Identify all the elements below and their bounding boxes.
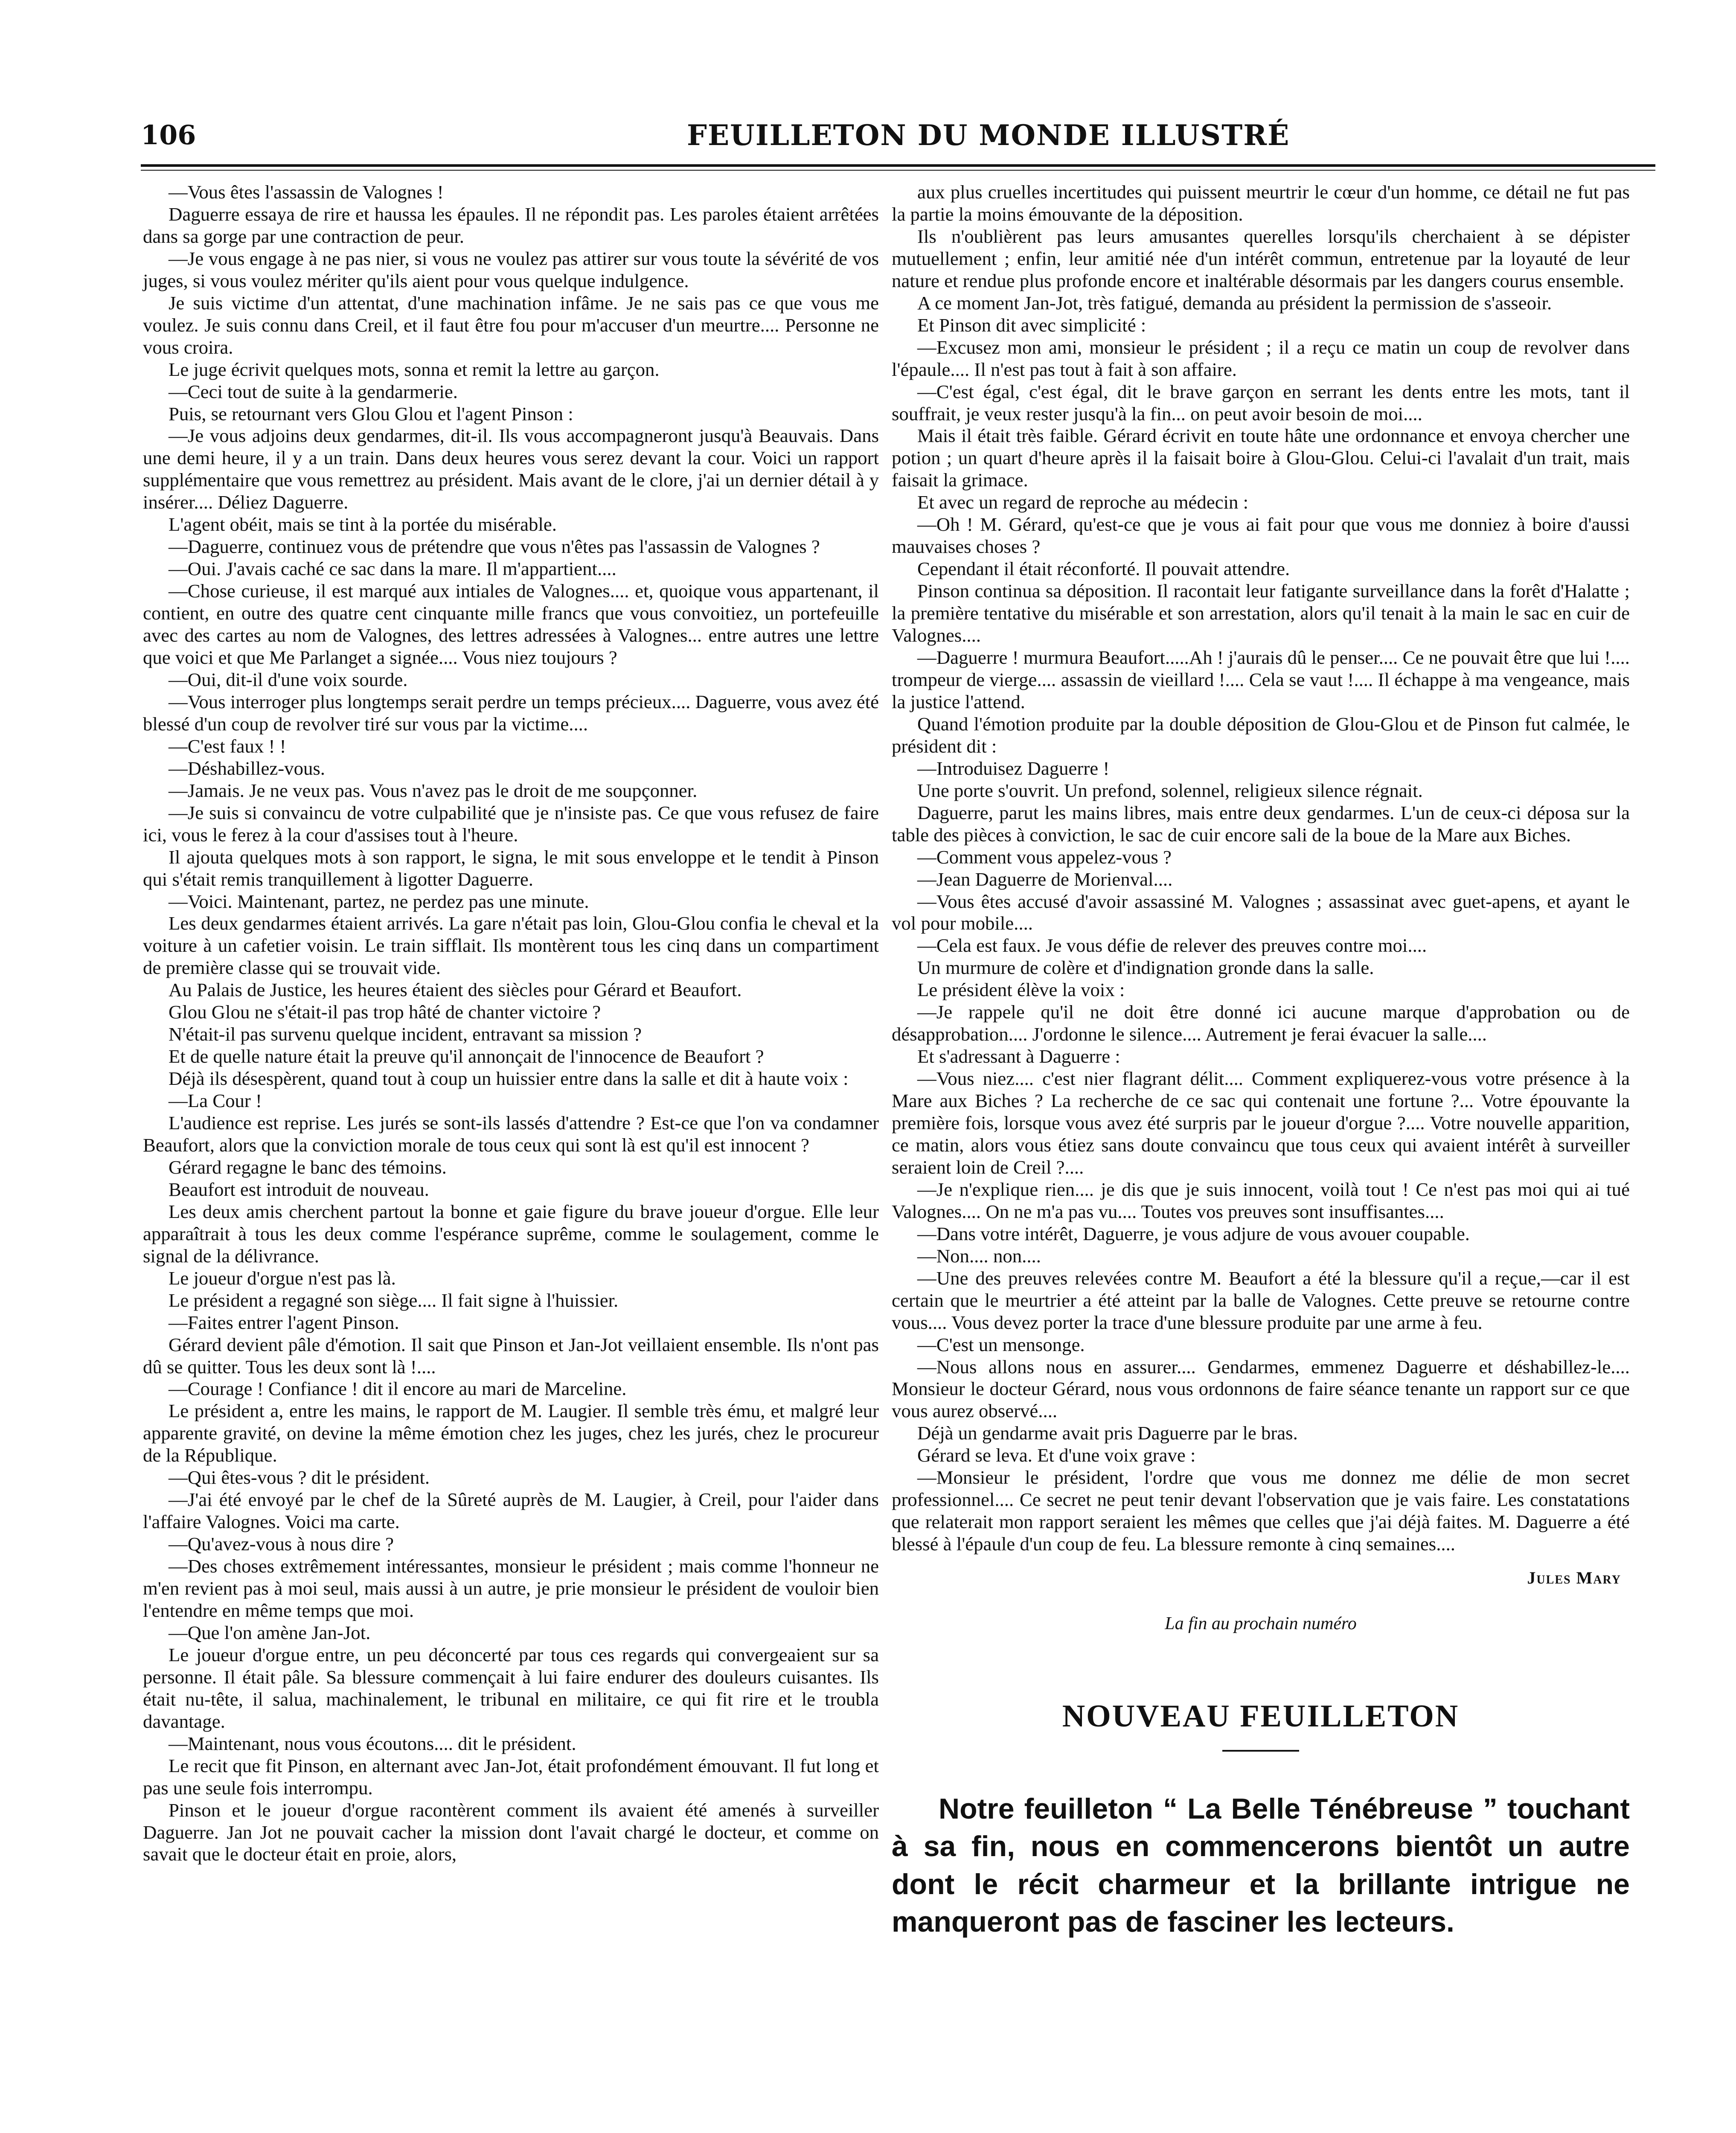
paragraph: —Courage ! Confiance ! dit il encore au mari de Marceline. [169, 1378, 627, 1400]
paragraph: —C'est égal, c'est égal, dit le brave garçon en serrant les dents entre les mots, tant il souffrait, je veux rester jusqu'à la fin... on peut avoir besoin de moi.... [892, 381, 1630, 424]
paragraph: Le juge écrivit quelques mots, sonna et remit la lettre au garçon. [169, 358, 660, 380]
paragraph: Glou Glou ne s'était-il pas trop hâté de chanter victoire ? [169, 1001, 601, 1023]
paragraph: —Faites entrer l'agent Pinson. [169, 1311, 399, 1333]
header-rule-thin [141, 170, 1655, 171]
paragraph: —Vous êtes l'assassin de Valognes ! [169, 181, 444, 203]
paragraph: —Que l'on amène Jan-Jot. [169, 1622, 371, 1643]
paragraph: —Jamais. Je ne veux pas. Vous n'avez pas le droit de me soupçonner. [169, 779, 698, 801]
paragraph: —Déshabillez-vous. [169, 757, 325, 779]
paragraph: Et Pinson dit avec simplicité : [917, 314, 1146, 336]
paragraph: —Dans votre intérêt, Daguerre, je vous adjure de vous avouer coupable. [917, 1223, 1470, 1244]
paragraph: Et s'adressant à Daguerre : [917, 1046, 1120, 1067]
paragraph: —Une des preuves relevées contre M. Beaufort a été la blessure qu'il a reçue,—car il est certain que le meurtrier a été atteint par la balle de Valognes. Cette preuve se retourne contre vous.... Vous devez porter la trace d'une blessure produite par une arme à feu. [892, 1267, 1630, 1333]
paragraph: —Je rappele qu'il ne doit être donné ici aucune marque d'approbation ou de désapprobation.... J'ordonne le silence.... Autrement je ferai évacuer la salle.... [892, 1001, 1630, 1045]
paragraph: —Cela est faux. Je vous défie de relever des preuves contre moi.... [917, 935, 1427, 956]
page-number: 106 [141, 119, 196, 151]
paragraph: Déjà un gendarme avait pris Daguerre par le bras. [917, 1422, 1298, 1444]
continued-note: La fin au prochain numéro [1165, 1614, 1357, 1634]
paragraph: —Maintenant, nous vous écoutons.... dit le président. [169, 1732, 576, 1754]
paragraph: —La Cour ! [169, 1090, 262, 1112]
paragraph: Un murmure de colère et d'indignation gronde dans la salle. [917, 957, 1374, 979]
paragraph: —C'est faux ! ! [169, 735, 286, 757]
paragraph: —Oui. J'avais caché ce sac dans la mare. Il m'appartient.... [169, 558, 616, 580]
paragraph: —Oh ! M. Gérard, qu'est-ce que je vous ai fait pour que vous me donniez à boire d'aussi mauvaises choses ? [892, 514, 1630, 558]
paragraph: Cependant il était réconforté. Il pouvait attendre. [917, 558, 1290, 580]
paragraph: Le recit que fit Pinson, en alternant avec Jan-Jot, était profondément émouvant. Il fut long et pas une seule fois interrompu. [143, 1755, 879, 1799]
paragraph: Au Palais de Justice, les heures étaient des siècles pour Gérard et Beaufort. [169, 979, 742, 1001]
paragraph: —Voici. Maintenant, partez, ne perdez pas une minute. [169, 890, 589, 912]
paragraph: —Nous allons nous en assurer.... Gendarmes, emmenez Daguerre et déshabillez-le.... Monsieur le docteur Gérard, nous vous ordonnons de faire séance tenante un rapport sur ce que vous aurez observé.... [892, 1356, 1630, 1422]
new-serial-announcement: Notre feuilleton “ La Belle Ténébreuse ” touchant à sa fin, nous en commencerons bientôt un autre dont le récit charmeur et la brillante intrigue ne manqueront pas de fasciner les lecteurs. [892, 1793, 1630, 1938]
new-serial-heading: NOUVEAU FEUILLETON [1062, 1699, 1460, 1734]
paragraph: Pinson et le joueur d'orgue racontèrent comment ils avaient été amenés à surveiller Daguerre. Jan Jot ne pouvait cacher la mission dont l'avait chargé le docteur, et comme on savait que le docteur était en proie, alors, [143, 1799, 879, 1865]
running-title: FEUILLETON DU MONDE ILLUSTRÉ [687, 119, 1290, 152]
paragraph: —Qu'avez-vous à nous dire ? [169, 1533, 394, 1555]
paragraph: —Comment vous appelez-vous ? [917, 846, 1172, 868]
paragraph: Les deux amis cherchent partout la bonne et gaie figure du brave joueur d'orgue. Elle leur apparaîtrait à tous les deux comme l'espérance suprême, comme le soulagement, comme le signal de la délivrance. [143, 1200, 879, 1267]
paragraph: —Je n'explique rien.... je dis que je suis innocent, voilà tout ! Ce n'est pas moi qui ai tué Valognes.... On ne m'a pas vu.... Toutes vos preuves sont insuffisantes.... [892, 1178, 1630, 1222]
paragraph: Je suis victime d'un attentat, d'une machination infâme. Je ne sais pas ce que vous me voulez. Je suis connu dans Creil, et il faut être fou pour m'accuser d'un meurtre.... Personne ne vous croira. [143, 292, 879, 358]
paragraph: Le joueur d'orgue n'est pas là. [169, 1267, 396, 1289]
paragraph: Daguerre essaya de rire et haussa les épaules. Il ne répondit pas. Les paroles étaient arrêtées dans sa gorge par une contraction de peur. [143, 203, 879, 247]
paragraph: Déjà ils désespèrent, quand tout à coup un huissier entre dans la salle et dit à haute voix : [169, 1068, 849, 1090]
paragraph: —Monsieur le président, l'ordre que vous me donnez me délie de mon secret professionnel.... Ce secret ne peut tenir devant l'observation que je vais faire. Les constatations que relaterait mon rapport seraient les mêmes que celles que j'ai déjà faites. M. Daguerre a été blessé à l'épaule d'un coup de feu. La blessure remonte à cinq semaines.... [892, 1467, 1630, 1555]
paragraph: —Chose curieuse, il est marqué aux intiales de Valognes.... et, quoique vous appartenant, il contient, en outre des quatre cent cinquante mille francs que vous convoitiez, un portefeuille avec des cartes au nom de Valognes, des lettres adressées à Valognes... entre autres une lettre que voici et que Me Parlanget a signée.... Vous niez toujours ? [143, 580, 879, 668]
paragraph: Les deux gendarmes étaient arrivés. La gare n'était pas loin, Glou-Glou confia le cheval et la voiture à un cafetier voisin. Le train sifflait. Ils montèrent tous les cinq dans un compartiment de première classe qui se trouvait vide. [143, 912, 879, 979]
paragraph: —Daguerre ! murmura Beaufort.....Ah ! j'aurais dû le penser.... Ce ne pouvait être que lui !.... trompeur de vierge.... assassin de vieillard !.... Cela se vaut !.... Il échappe à ma vengeance, mais la justice l'attend. [892, 647, 1630, 712]
paragraph: Le président a regagné son siège.... Il fait signe à l'huissier. [169, 1289, 619, 1311]
left-column [143, 181, 879, 1866]
paragraph: Mais il était très faible. Gérard écrivit en toute hâte une ordonnance et envoya chercher une potion ; un quart d'heure après il la faisait boire à Glou-Glou. Celui-ci l'avalait d'un trait, mais faisait la grimace. [892, 425, 1630, 491]
paragraph: Ils n'oublièrent pas leurs amusantes querelles lorsqu'ils cherchaient à se dépister mutuellement ; enfin, leur amitié née d'un intérêt commun, entretenue par la loyauté de leur nature et rendue plus profonde encore et inaltérable désormais par les dangers courus ensemble. [892, 225, 1630, 291]
paragraph: Le joueur d'orgue entre, un peu déconcerté par tous ces regards qui convergeaient sur sa personne. Il était pâle. Sa blessure commençait à lui faire endurer des douleurs cuisantes. Ils était nu-tête, il salua, machinalement, le tribunal en militaire, ce qui fit rire et le troubla davantage. [143, 1644, 879, 1732]
paragraph: —Oui, dit-il d'une voix sourde. [169, 668, 408, 690]
paragraph: —Qui êtes-vous ? dit le président. [169, 1467, 430, 1488]
paragraph: Gérard se leva. Et d'une voix grave : [917, 1444, 1196, 1466]
paragraph: —J'ai été envoyé par le chef de la Sûreté auprès de M. Laugier, à Creil, pour l'aider dans l'affaire Valognes. Voici ma carte. [143, 1489, 879, 1533]
paragraph: —Non.... non.... [917, 1245, 1041, 1267]
paragraph: —Je suis si convaincu de votre culpabilité que je n'insiste pas. Ce que vous refusez de faire ici, vous le ferez à la cour d'assises tout à l'heure. [143, 802, 879, 846]
paragraph: Le président a, entre les mains, le rapport de M. Laugier. Il semble très ému, et malgré leur apparente gravité, on devine la même émotion chez les juges, chez les jurés, chez le procureur de la République. [143, 1400, 879, 1466]
paragraph: —Des choses extrêmement intéressantes, monsieur le président ; mais comme l'honneur ne m'en revient pas à moi seul, mais aussi à un autre, je prie monsieur le président de vouloir bien l'entendre en même temps que moi. [143, 1555, 879, 1621]
paragraph: L'audience est reprise. Les jurés se sont-ils lassés d'attendre ? Est-ce que l'on va condamner Beaufort, alors que la conviction morale de tous ceux qui sont là est qu'il est innocent ? [143, 1112, 879, 1156]
paragraph: N'était-il pas survenu quelque incident, entravant sa mission ? [169, 1023, 642, 1045]
paragraph: Et avec un regard de reproche au médecin : [917, 491, 1249, 513]
page-header [141, 107, 1655, 162]
right-column [892, 181, 1630, 1941]
paragraph: —Daguerre, continuez vous de prétendre que vous n'êtes pas l'assassin de Valognes ? [169, 536, 820, 558]
paragraph: —Vous niez.... c'est nier flagrant délit.... Comment expliquerez-vous votre présence à la Mare aux Biches ? La recherche de ce sac qui contenait une fortune ?... Votre épouvante la première fois, lorsque vous avez été surpris par le joueur d'orgue ?.... Votre nouvelle apparition, ce matin, alors vous étiez sans doute convaincu que tous ceux qui avaient intérêt à surveiller seraient loin de Creil ?.... [892, 1068, 1630, 1178]
heading-rule [1222, 1750, 1299, 1752]
paragraph: Quand l'émotion produite par la double déposition de Glou-Glou et de Pinson fut calmée, le président dit : [892, 713, 1630, 757]
paragraph: Une porte s'ouvrit. Un prefond, solennel, religieux silence régnait. [917, 779, 1423, 801]
right-column-paragraphs [892, 181, 1630, 1555]
paragraph: —Jean Daguerre de Morienval.... [917, 868, 1173, 890]
paragraph: —Je vous engage à ne pas nier, si vous ne voulez pas attirer sur vous toute la sévérité de vos juges, si vous voulez mériter qu'ils aient pour vous quelque indulgence. [143, 247, 879, 291]
paragraph: Pinson continua sa déposition. Il racontait leur fatigante surveillance dans la forêt d'Halatte ; la première tentative du misérable et son arrestation, alors qu'il tenait à la main le sac en cuir de Valognes.... [892, 580, 1630, 646]
paragraph: —Ceci tout de suite à la gendarmerie. [169, 381, 458, 402]
paragraph: —C'est un mensonge. [917, 1334, 1085, 1355]
header-rule [141, 164, 1655, 167]
paragraph: Beaufort est introduit de nouveau. [169, 1178, 429, 1200]
paragraph: Daguerre, parut les mains libres, mais entre deux gendarmes. L'un de ceux-ci déposa sur la table des pièces à conviction, le sac de cuir encore sali de la boue de la Mare aux Biches. [892, 802, 1630, 846]
paragraph: L'agent obéit, mais se tint à la portée du misérable. [169, 514, 557, 535]
paragraph: Il ajouta quelques mots à son rapport, le signa, le mit sous enveloppe et le tendit à Pinson qui s'était remis tranquillement à ligotter Daguerre. [143, 846, 879, 890]
paragraph: —Excusez mon ami, monsieur le président ; il a reçu ce matin un coup de revolver dans l'épaule.... Il n'est pas tout à fait à son affaire. [892, 336, 1630, 380]
paragraph: A ce moment Jan-Jot, très fatigué, demanda au président la permission de s'asseoir. [917, 292, 1552, 314]
paragraph: —Introduisez Daguerre ! [917, 757, 1110, 779]
paragraph: Puis, se retournant vers Glou Glou et l'agent Pinson : [169, 403, 573, 424]
author-signature: Jules Mary [1527, 1568, 1621, 1588]
paragraph: Le président élève la voix : [917, 979, 1125, 1001]
paragraph: —Vous êtes accusé d'avoir assassiné M. Valognes ; assassinat avec guet-apens, et ayant le vol pour mobile.... [892, 890, 1630, 934]
paragraph: Gérard devient pâle d'émotion. Il sait que Pinson et Jan-Jot veillaient ensemble. Ils n'ont pas dû se quitter. Tous les deux sont là !.... [143, 1334, 879, 1377]
paragraph: Gérard regagne le banc des témoins. [169, 1156, 447, 1178]
paragraph: —Vous interroger plus longtemps serait perdre un temps précieux.... Daguerre, vous avez été blessé d'un coup de revolver tiré sur vous par la victime.... [143, 691, 879, 735]
paragraph: —Je vous adjoins deux gendarmes, dit-il. Ils vous accompagneront jusqu'à Beauvais. Dans une demi heure, il y a un train. Dans deux heures vous serez devant la cour. Voici un rapport supplémentaire que vous remettrez au président. Mais avant de le clore, j'ai un dernier détail à y insérer.... Déliez Daguerre. [143, 425, 879, 513]
paragraph: aux plus cruelles incertitudes qui puissent meurtrir le cœur d'un homme, ce détail ne fut pas la partie la moins émouvante de la déposition. [892, 181, 1630, 225]
paragraph: Et de quelle nature était la preuve qu'il annonçait de l'innocence de Beaufort ? [169, 1046, 764, 1067]
